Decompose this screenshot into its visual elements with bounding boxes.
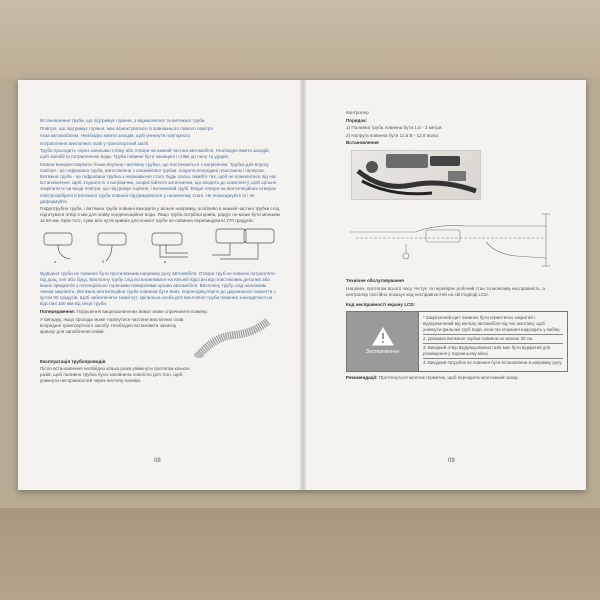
warning-text: Порушення вищезазначених вимог може спричинити пожежу.	[76, 309, 208, 315]
install-label: Встановлення	[346, 140, 379, 146]
warning-table	[346, 311, 568, 371]
diagram-label-b: б	[102, 258, 105, 264]
order-item-2: 2) Напруга повинна бути 11,5 В - 12,8 вольт.	[346, 132, 440, 138]
fuel-pipe-title: Експлуатація трубопроводів	[40, 358, 106, 364]
warning-row: 4. Вихідний патрубок не повинен бути встановлена в напрямку руху.	[423, 359, 563, 365]
intro-line-3: поза автомобілем. Необхідно вжити заходів, щоб уникнути повторного	[40, 133, 191, 139]
warning-row: 3. Вихідний отвір відпрацьованих газів має бути відкритий для розміщення у порожньому місці.	[423, 345, 563, 359]
warning-row: * Закріплений щит повинен бути герметично закритий і відокремлений від металу автомобіля під час монтажу, щоб уникнути фальних труб води, коли газ згорання надходить у кабіну.	[423, 315, 563, 335]
order-title: Порядок:	[346, 117, 368, 123]
paragraph-exhaust: Відвідної труби не повинно бути протилежним напрямку руху автомобіля. Отвори труб не повинні потрапляти під дощ, сніг або бруд. Вихлопну трубу слід встановлювати на вільній відстані від пластикових деталей або інших предметів з потенціально горючими поверхнями кузова автомобіля. Вихлопну трубу слід належним чином закріпити. Витяжна вентиляційна труба повинна бути вниз, перпендикулярно до дорожнього покриття з кутом 90 градусів. Щоб забезпечити такий кут, кріпильна скоба для вихлопної труби повинна знаходитися на відстані 150 мм від кінця труби.	[40, 270, 276, 306]
lcd-title: Код несправності екрану LCD:	[346, 302, 416, 308]
diagram-label-a: а	[54, 258, 57, 264]
installation-diagram	[346, 204, 562, 274]
paragraph-tubes: Можна використовувати тільки впускну і витяжну трубки, що постачаються з нагрівачем. Трубка для впуску повітря - це гофрована труба, виготовлена з алюмінієвої трубки, покрита всередині пластиком і папером. Витяжна труба - це гофрована трубка з нержавіючої сталі. Будь ласка, вжийте тих, щоб не помилитися під час встановлення. Щоб з'єднати їх з нагрівачем, скористайтеся затискачем, що входить до комплекту, щоб щільно закріпити їх на вході повітря, що підтримує горіння, і витяжковій трубі. Вхідні отвори на вентиляційних отворах повітрозабірної й витяжної труби повинні підтримуватися у належному стані. Не пошкоджуйте їх і не деформуйте.	[40, 162, 277, 204]
recommend-text: Протягнуться монтаж герметик, щоб перекрити монтажний зазор.	[378, 374, 519, 380]
diagram-label-c: в	[164, 258, 167, 264]
page-right	[306, 80, 586, 490]
page-number-right: 09	[448, 457, 455, 464]
order-item-1: 1) Паливна труба повинна бути 1,5 - 2 метри.	[346, 125, 443, 131]
warning-label: Застереження	[365, 349, 400, 356]
paragraph-pipes: Труби проходить через зовнішню стінку або отвори на нижній частині автомобіля. Необхідно вжити заходів, щоб запобігти потраплянню води. Труби повинні бути захищені і стійкі до пилу та ударів.	[40, 148, 270, 160]
warning-triangle-icon	[372, 327, 394, 346]
table-surface-top	[0, 0, 600, 78]
paragraph-bends: Гофротрубна труба, і витяжна труба повинні виходити у вільне напрямку, особливо в нижній частині трубки слід підготувати отвір 4 мм для зливу конденсаційної води. Якщо труба потрібна крива, радіус не може бути меншим за 50 мм. Крім того, сума всіх кутів кривих для кожної труби не повинна перевищувати 270 градусів.	[40, 206, 280, 224]
warning-cell-left	[347, 312, 419, 370]
controller-title: Контролер	[346, 110, 369, 115]
intro-line-1: Встановлення труби, що підтримує горіння, з відмахлиткої та витяжної труби.	[40, 118, 206, 123]
corrugated-pipe-illustration	[194, 317, 274, 359]
intro-line-2: Повітря, що підтримує горіння, має всмоктуватися із зовнішнього свіжого повітря	[40, 125, 213, 131]
table-surface-bottom	[0, 508, 600, 600]
page-number-left: 08	[154, 457, 161, 464]
fuel-pipe-text: Після встановлення необхідно кілька разів увімкнути протягом кількох разів, щоб паливна трубка була заповнена повністю для того, щоб уникнути несправностей через нестачу палива.	[40, 366, 190, 384]
warning-title: Попередження:	[40, 309, 76, 315]
intro-line-4: потрапляння вихлопних газів у транспортний засіб.	[40, 140, 150, 146]
page-left	[18, 80, 300, 490]
maintenance-title: Технічне обслуговування	[346, 278, 404, 284]
warning-cell-right	[419, 312, 567, 370]
recommend-title: Рекомендації:	[346, 374, 378, 380]
open-booklet	[18, 80, 586, 490]
warning-extra: У випадку, якщо проходи може торкнутися частини вихлопних газів всередині транспортного засобу. Необхідно встановити захисну кришку для запобігання опіків.	[40, 316, 184, 334]
maintenance-text: Нагрівач, протягом всього часу тестує та перевіряє робочий стан та можливу несправність, а контролер постійно показує код несправностей на світлодіоді LCD.	[346, 286, 545, 298]
heater-kit-photo	[351, 150, 481, 200]
warning-row: 2. Довжина витяжної трубки повинна не менше 30 см.	[423, 336, 563, 344]
pipe-bend-diagram	[40, 227, 280, 267]
